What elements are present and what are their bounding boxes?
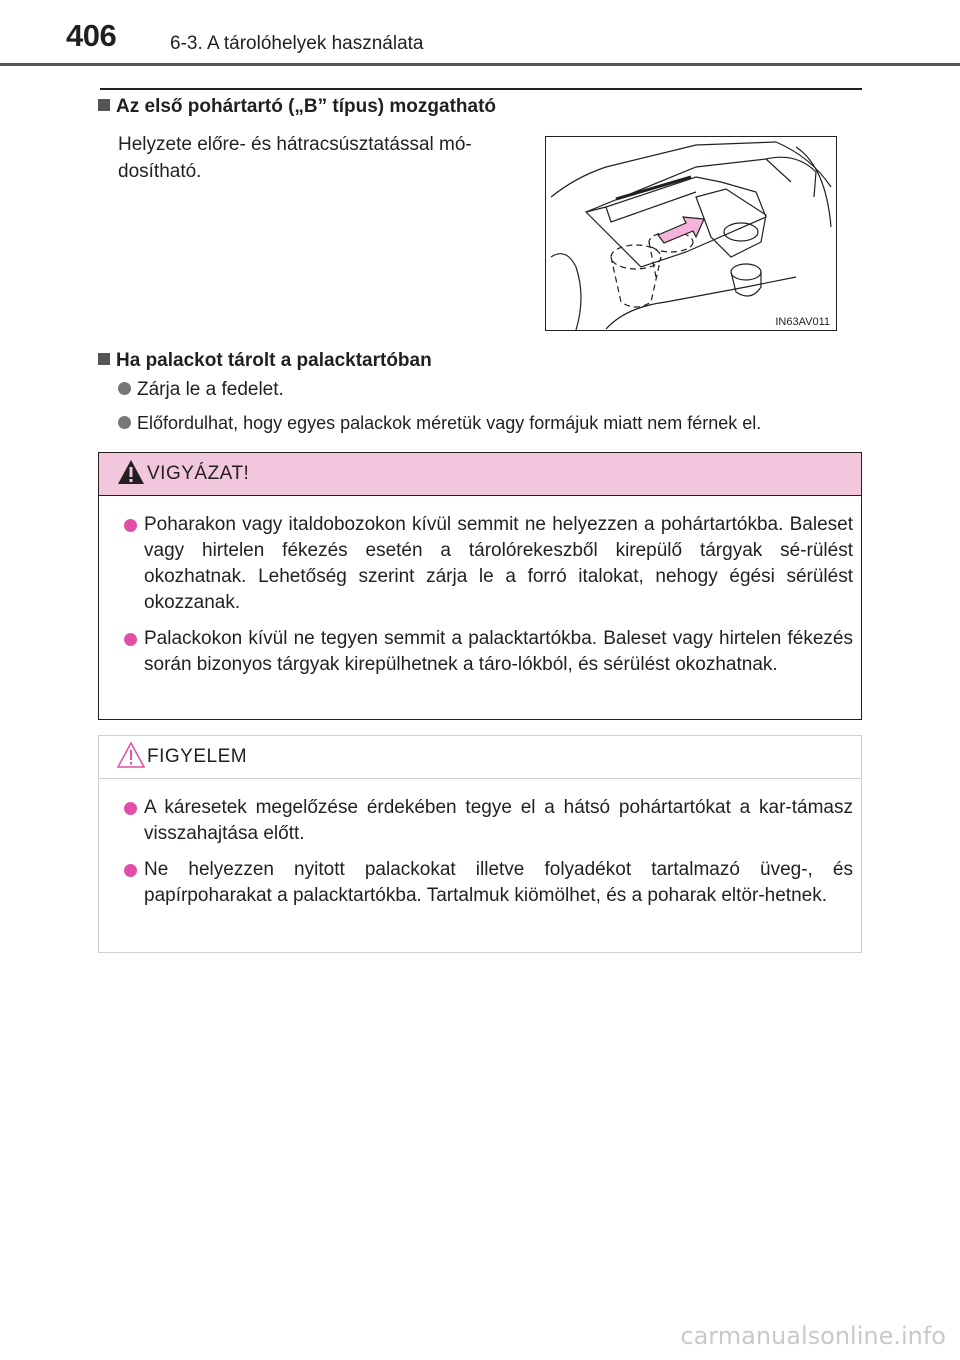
caution-triangle-icon [117,741,145,769]
notice-item [124,795,853,847]
section-rule [100,88,862,90]
bullet-dot-icon [124,633,137,646]
warning-triangle-icon [117,458,145,486]
notice-box [98,735,862,953]
notice-title: FIGYELEM [147,746,248,767]
cupholder-illustration [545,136,837,331]
page-number: 406 [66,18,117,53]
list-item [118,413,761,434]
cupholder-description: Helyzete előre- és hátracsúsztatással mó-dosítható. [118,134,472,182]
notice-item-text: A káresetek megelőzése érdekében tegye el a hátsó pohártartókat a kar-támasz visszahajtása előtt. [144,797,853,844]
chapter-title: 6-3. A tárolóhelyek használata [170,33,424,54]
bullet-dot-icon [118,382,131,395]
list-item [118,379,284,401]
warning-item [124,512,853,616]
notice-header [99,736,861,779]
section-title-bottle [98,350,432,372]
header-rule [0,63,960,66]
notice-item [124,857,853,909]
warning-header [99,453,861,496]
bullet-dot-icon [118,416,131,429]
square-bullet-icon [98,353,110,365]
notice-item-text: Ne helyezzen nyitott palackokat illetve folyadékot tartalmazó üveg-, és papírpoharakat a palacktartókba. Tartalmuk kiömölhet, és a poharak eltör-hetnek. [144,859,853,906]
section-title-cupholder [98,96,496,118]
bullet-dot-icon [124,864,137,877]
list-item-text: Zárja le a fedelet. [137,379,284,400]
section-title-text: Az első pohártartó („B” típus) mozgatható [116,96,496,117]
square-bullet-icon [98,99,110,111]
warning-title: VIGYÁZAT! [147,463,250,484]
bullet-dot-icon [124,519,137,532]
warning-item [124,626,853,678]
warning-item-text: Palackokon kívül ne tegyen semmit a palacktartókba. Baleset vagy hirtelen fékezés során bizonyos tárgyak kirepülhetnek a táro-lókból, és sérülést okozhatnak. [144,628,853,675]
bullet-dot-icon [124,802,137,815]
section-title-text: Ha palackot tárolt a palacktartóban [116,350,432,371]
warning-box [98,452,862,720]
watermark: carmanualsonline.info [680,1322,946,1350]
warning-item-text: Poharakon vagy italdobozokon kívül semmit ne helyezzen a pohártartókba. Baleset vagy hirtelen fékezés esetén a tárolórekeszből kirepülő tárgyak sé-rülést okozhatnak. Lehetőség szerint zárja le a forró italokat, nehogy égési sérülést okozzanak. [144,514,853,613]
figure-code: IN63AV011 [775,316,830,328]
console-drawing-icon [546,137,836,330]
list-item-text: Előfordulhat, hogy egyes palackok méretük vagy formájuk miatt nem férnek el. [137,413,762,433]
